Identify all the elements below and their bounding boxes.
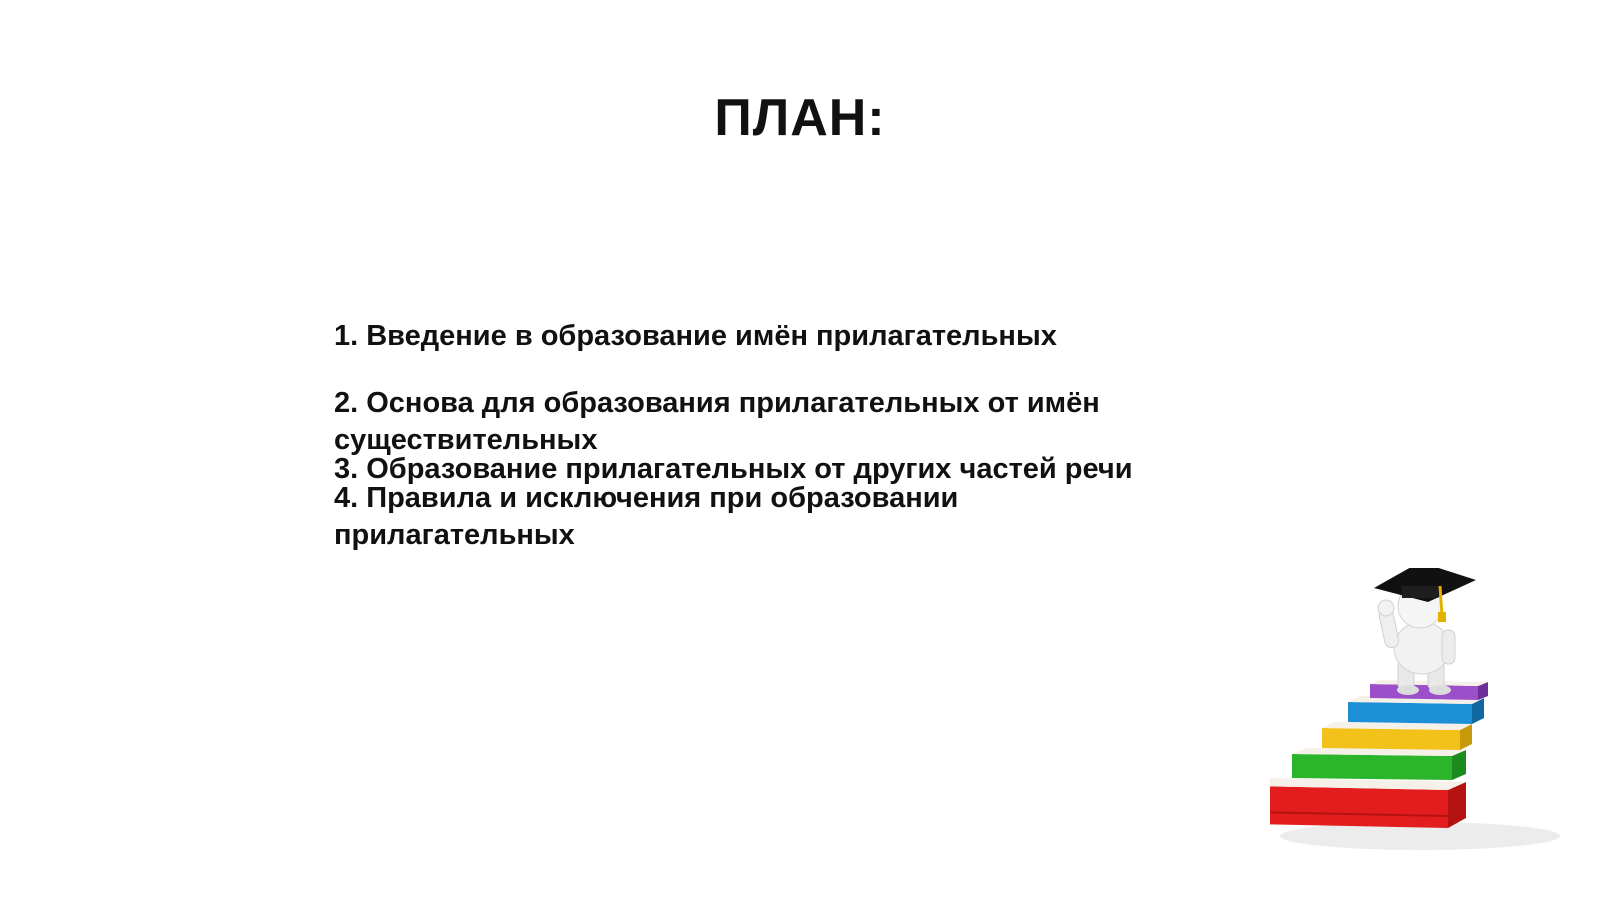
book-red	[1270, 778, 1466, 828]
plan-item-1: 1. Введение в образование имён прилагательных	[334, 320, 1057, 352]
plan-item-2: 2. Основа для образования прилагательных от имён существительных	[334, 387, 1100, 456]
graduate-on-books-illustration	[1270, 568, 1570, 868]
plan-list	[334, 318, 1174, 554]
graduate-figure	[1374, 568, 1476, 695]
book-yellow	[1322, 722, 1472, 750]
plan-item-4: 4. Правила и исключения при образовании прилагательных	[334, 482, 959, 551]
plan-item-3: 3. Образование прилагательных от других частей речи	[334, 453, 1133, 485]
book-blue	[1348, 696, 1484, 724]
slide-title: ПЛАН:	[714, 89, 886, 147]
book-green	[1292, 748, 1466, 780]
